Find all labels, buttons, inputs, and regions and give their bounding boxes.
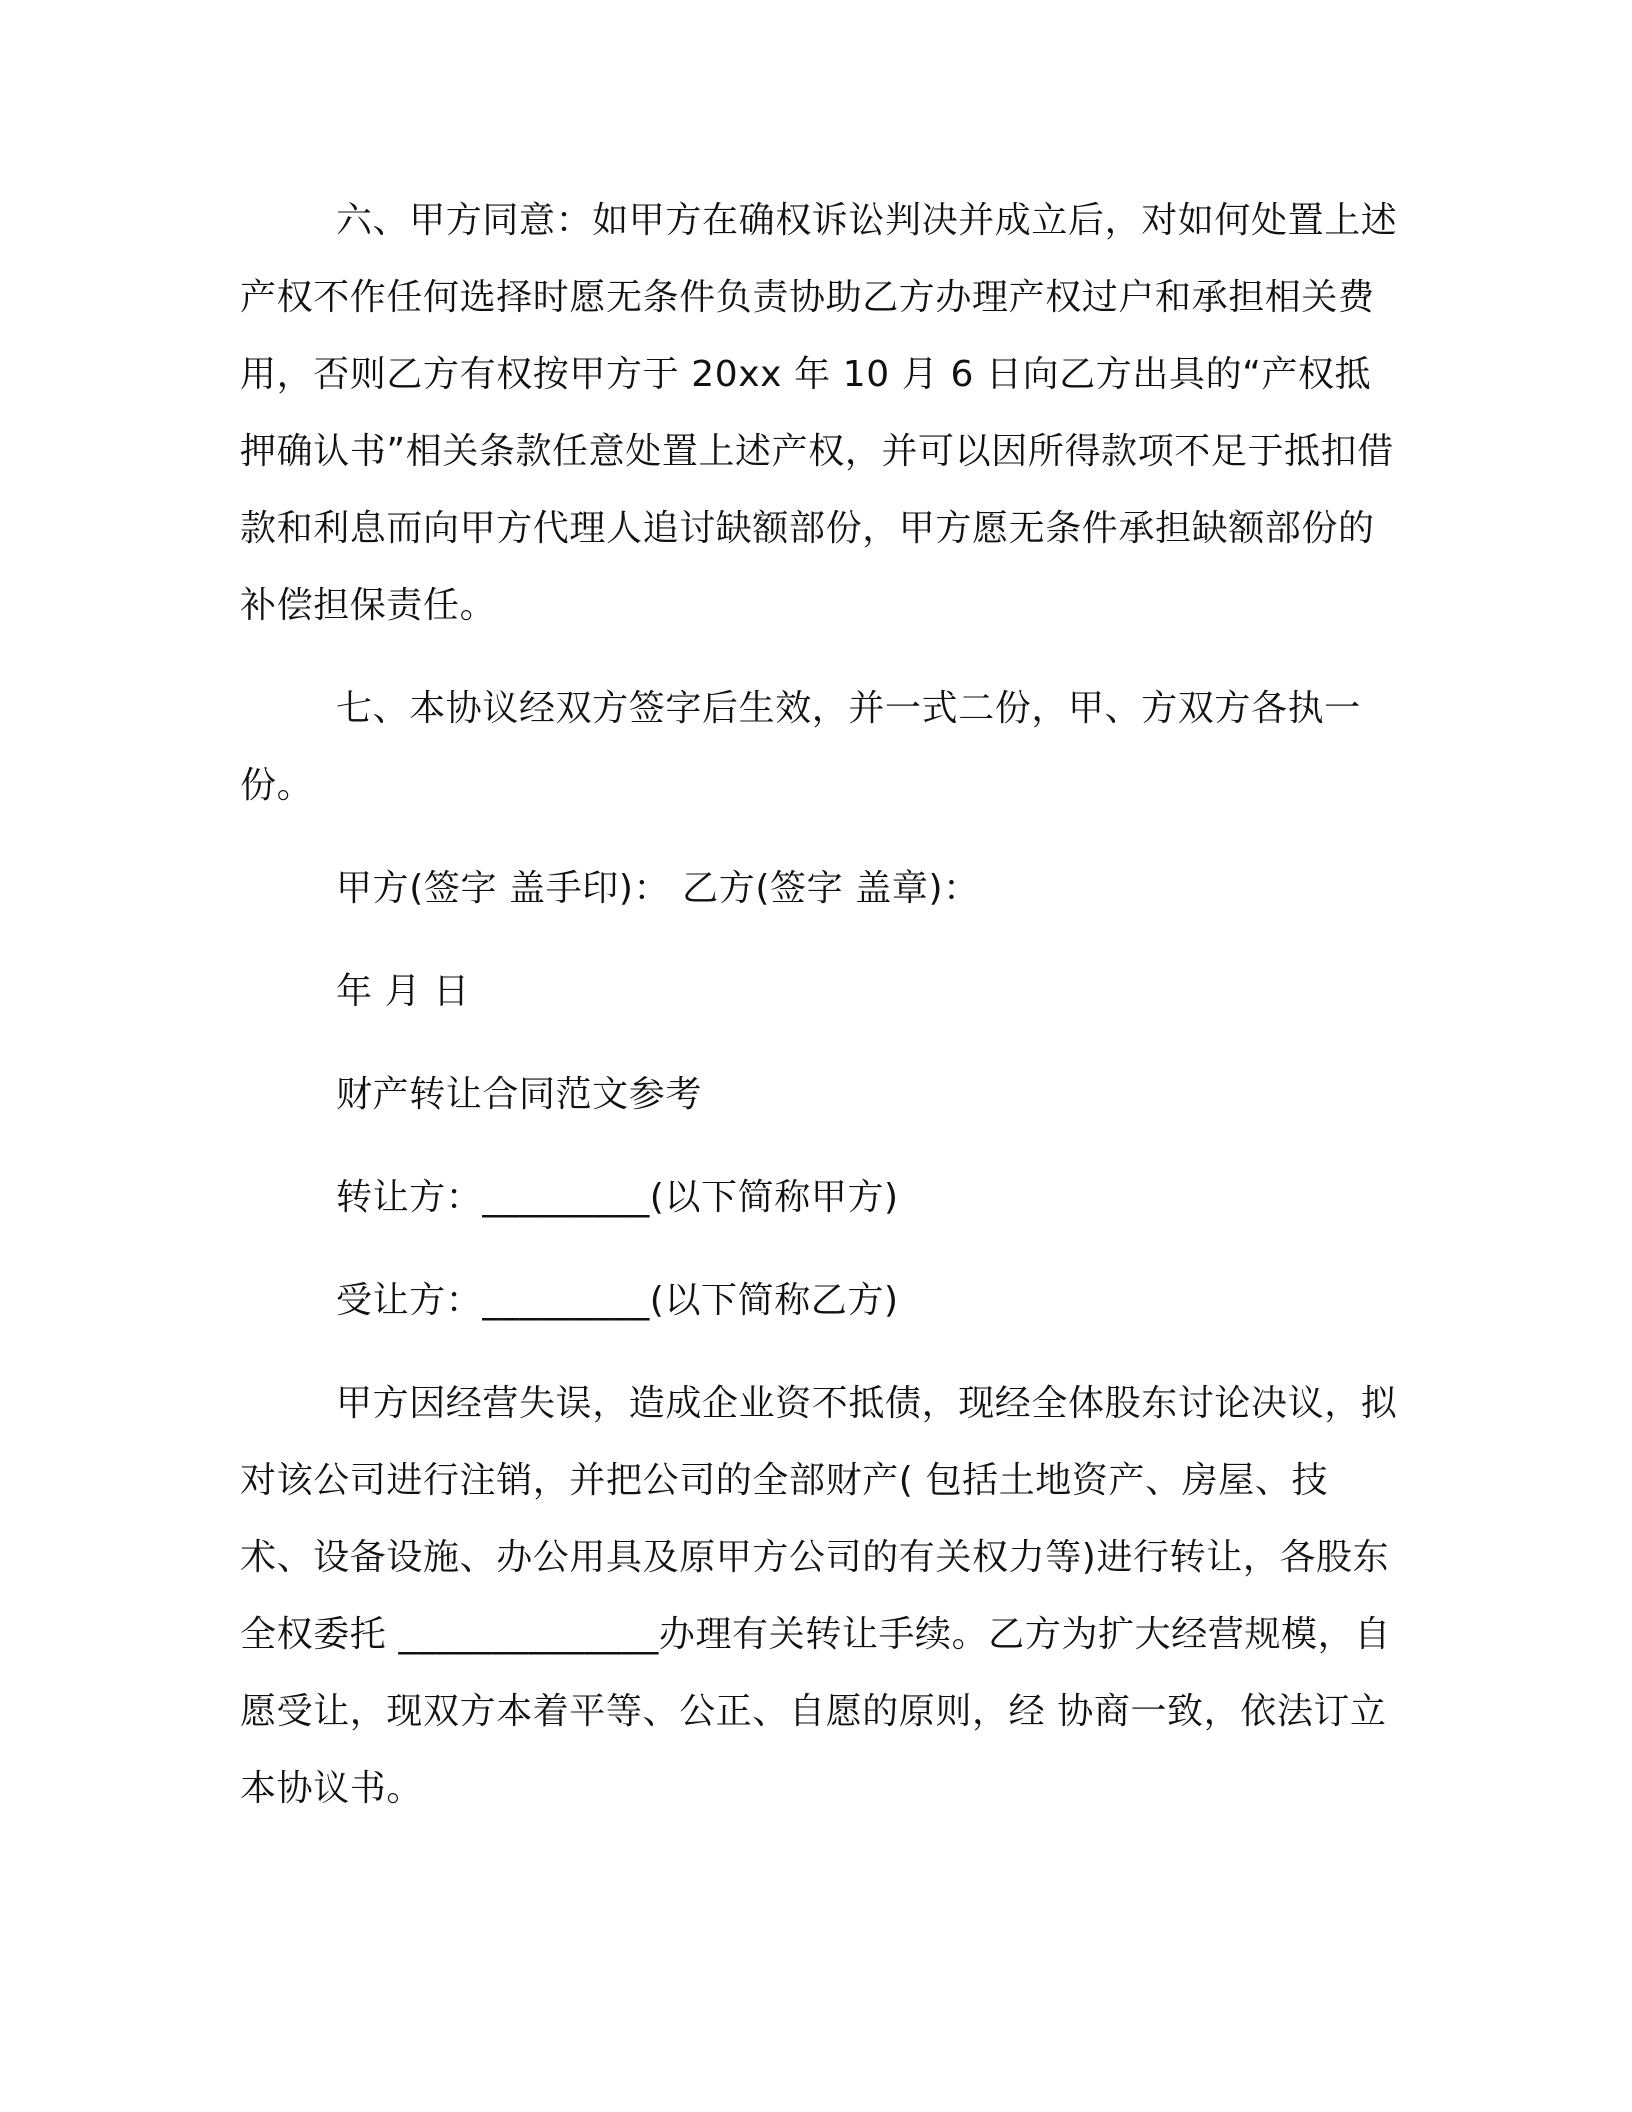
paragraph-spacer [240,927,1400,953]
clause-seven-paragraph: 七、本协议经双方签字后生效，并一式二份，甲、方双方各执一份。 [240,688,1361,806]
document-body [240,182,1400,1827]
section-title: 财产转让合同范文参考 [336,1074,703,1115]
transferor-line: 转让方：_________(以下简称甲方) [336,1177,899,1218]
paragraph-spacer [240,1030,1400,1056]
signature-line: 甲方(签字 盖手印)： 乙方(签字 盖章)： [336,868,980,909]
transferee-line: 受让方：_________(以下简称乙方) [336,1280,899,1321]
date-line: 年 月 日 [336,971,470,1012]
paragraph-spacer [240,824,1400,850]
clause-six-paragraph: 六、甲方同意：如甲方在确权诉讼判决并成立后，对如何处置上述产权不作任何选择时愿无条件负责协助乙方办理产权过户和承担相关费用，否则乙方有权按甲方于 20xx 年 10 月 6 日向乙方出具的“产权抵押确认书”相关条款任意处置上述产权，并可以因所得款项不足于抵扣借款和利息而向甲方代理人追讨缺额部份，甲方愿无条件承担缺额部份的补偿担保责任。 [240,200,1398,626]
paragraph-spacer [240,1133,1400,1159]
paragraph-spacer [240,1236,1400,1262]
intro-paragraph: 甲方因经营失误，造成企业资不抵债，现经全体股东讨论决议，拟对该公司进行注销，并把公司的全部财产( 包括土地资产、房屋、技术、设备设施、办公用具及原甲方公司的有关权力等)进行转让，各股东全权委托 ______________办理有关转让手续。乙方为扩大经营规模，自愿受让，现双方本着平等、公正、自愿的原则，经 协商一致，依法订立本协议书。 [240,1383,1398,1809]
paragraph-spacer [240,1339,1400,1365]
paragraph-spacer [240,644,1400,670]
